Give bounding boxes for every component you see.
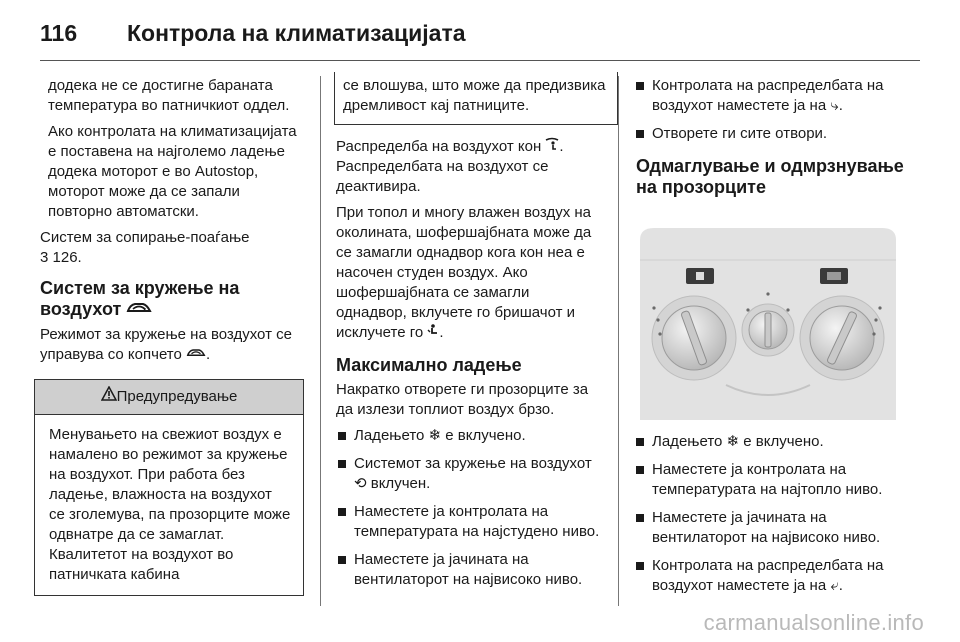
list-item-text: Наместете ја јачината на вентилаторот на највисоко ниво. [354,551,583,589]
bullet-icon [636,130,644,138]
bullet-list [636,76,908,144]
warning-text: Менувањето на свежиот воздух е намалено во режимот за кружење на воздухот. При работа без ладење, влажноста на воздухот се зголемува, па прозорците може одвнатре да се замаглат. Квалитетот на воздухот во патничката кабина [49,425,291,583]
list-item-text: Наместете ја јачината на вентилаторот на највисоко ниво. [652,509,881,546]
paragraph: Распределбата на воздухот се деактивира. [336,158,549,196]
bullet-icon [636,466,644,474]
bullet-icon [338,432,346,440]
list-item-text: Контролата на распределбата на воздухот наместете ја на ⤷. [652,77,884,114]
list-item-text: Системот за кружење на воздухот ⟲ вклучен. [354,455,592,493]
list-item-text: Наместете ја контролата на температурата на најстудено ниво. [354,503,600,541]
bullet-icon [636,562,644,570]
list-item [636,432,908,452]
column-2 [336,74,606,598]
warning-box [34,379,304,596]
car-recirculation-icon [126,300,152,321]
warning-header [35,380,303,415]
watermark: carmanualsonline.info [703,610,924,635]
bullet-icon [636,82,644,90]
car-recirculation-icon [186,345,206,365]
bullet-icon [636,438,644,446]
paragraph: Систем за сопирање-поаѓање [40,229,250,246]
paragraph-text: Режимот за кружење на воздухот се управува со копчето [40,325,292,363]
list-item-text: Отворете ги сите отвори. [652,125,828,142]
paragraph: Распределба на воздухот кон . [336,137,602,157]
section-heading [40,278,304,321]
page-number: 116 [40,20,78,46]
climate-control-panel-figure [636,210,900,420]
paragraph: Ако контролата на климатизацијата е поставена на најголемо ладење додека моторот е во Autostop, моторот може да се запали повторно автоматски. [48,123,297,220]
list-item [338,502,602,542]
windshield-airflow-icon [545,137,559,157]
section-heading: Одмаглување и одмрзнување на прозорците [636,156,904,197]
column-3 [636,76,908,604]
list-item [338,426,602,446]
list-item [338,454,602,494]
page-title: Контрола на климатизацијата [127,20,466,46]
warning-triangle-icon [101,386,117,407]
bullet-icon [338,460,346,468]
section-heading-text: Систем за кружење на воздухот [40,278,240,319]
list-item-text: Ладењето ❄ е вклучено. [652,433,824,450]
footwell-airflow-icon [427,323,439,343]
list-item [636,124,908,144]
list-item [636,556,908,596]
bullet-icon [338,556,346,564]
warning-box-continued: се влошува, што може да предизвика дремливост кај патниците. [334,72,618,125]
list-item-text: Наместете ја контролата на температурата на најтопло ниво. [652,461,883,498]
paragraph: Режимот за кружење на воздухот се управува со копчето . [40,325,304,365]
paragraph: При топол и многу влажен воздух на околината, шофершајбната може да се замагли однадвор кога кон неа е насочен студен воздух. Ако шофершајбната се замагли однадвор, вклучете го бришачот и исклучете го . [336,203,602,343]
bullet-icon [636,514,644,522]
list-item [636,508,908,548]
bullet-icon [338,508,346,516]
paragraph: додека не се достигне бараната температура во патничкиот оддел. [48,77,290,114]
header-divider [40,60,920,61]
paragraph: Накратко отворете ги прозорците за да излези топлиот воздух брзо. [336,381,589,419]
bullet-list [338,426,602,590]
warning-title: Предупредување [116,387,238,405]
column-divider [320,76,321,606]
page-header [0,0,960,62]
section-heading: Максимално ладење [336,355,522,376]
list-item [636,76,908,116]
climate-control-panel-image [636,210,900,420]
list-item-text: Ладењето ❄ е вклучено. [354,427,526,445]
list-item [338,550,602,590]
bullet-list [636,432,908,596]
paragraph-text: Распределба на воздухот кон [336,138,542,155]
column-divider [618,76,619,606]
list-item-text: Контролата на распределбата на воздухот наместете ја на ⤶. [652,557,884,594]
page-reference: 3 126. [40,249,82,266]
column-1 [40,76,304,596]
list-item [636,460,908,500]
paragraph-text: При топол и многу влажен воздух на околината, шофершајбната може да се замагли однадвор кога кон неа е насочен студен воздух. Ако шофершајбната се замагли однадвор, вклучете го бришачот и исклучете го [336,204,592,342]
